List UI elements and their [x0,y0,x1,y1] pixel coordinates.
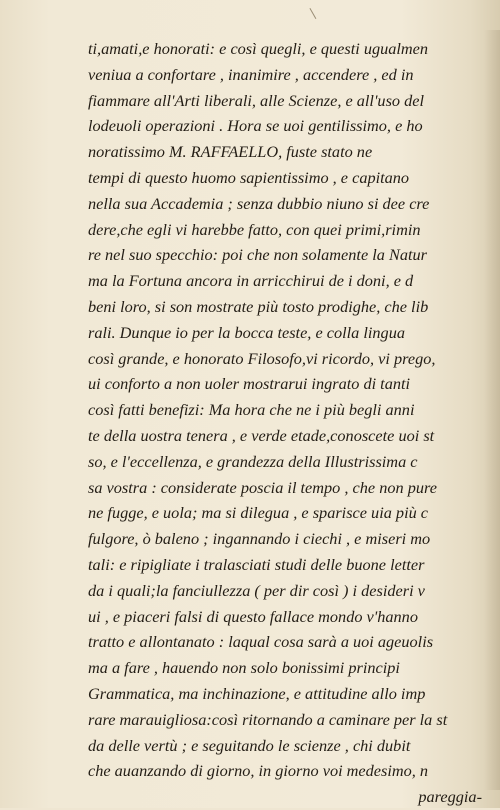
text-line: so, e l'eccellenza, e grandezza della Illustrissima c [88,451,418,471]
text-line: ma a fare , hauendo non solo bonissimi principi [88,658,400,678]
catchword: pareggia- [418,787,482,807]
page-text-block [88,36,492,810]
text-line: noratissimo M. RAFFAELLO, fuste stato ne [88,142,373,162]
text-line: re nel suo specchio: poi che non solamente la Natur [88,245,427,265]
text-line: fulgore, ò baleno ; ingannando i ciechi , e miseri mo [88,529,431,549]
text-line: tratto e allontanato : laqual cosa sarà a uoi ageuolis [88,632,434,652]
text-line: lodeuoli operazioni . Hora se uoi gentilissimo, e ho [88,116,423,136]
text-line: ui conforto a non uoler mostrarui ingrato di tanti [88,374,411,394]
text-line: ui , e piaceri falsi di questo fallace mondo v'hanno [88,606,418,626]
text-line: fiammare all'Arti liberali, alle Scienze, e all'uso del [88,90,425,110]
text-line: rali. Dunque io per la bocca teste, e colla lingua [88,322,405,342]
text-line: rare marauigliosa:così ritornando a caminare per la st [88,709,448,729]
text-line: ti,amati,e honorati: e così quegli, e questi ugualmen [88,39,429,58]
text-line: da delle vertù ; e seguitando le scienze , chi dubit [88,735,411,755]
text-line: tempi di questo huomo sapientissimo , e capitano [88,167,410,187]
text-line: te della uostra tenera , e verde etade,conoscete uoi st [88,425,435,445]
text-line: tali: e ripigliate i tralasciati studi delle buone letter [88,554,425,574]
text-line: Grammatica, ma inchinazione, e attitudine allo imp [88,683,426,703]
text-line: che auanzando di giorno, in giorno voi medesimo, n [88,761,429,781]
text-line: così grande, e honorato Filosofo,vi ricordo, vi prego, [88,348,436,368]
text-line: così fatti benefizi: Ma hora che ne i più begli anni [88,400,415,420]
text-line: beni loro, si son mostrate più tosto prodighe, che lib [88,296,429,316]
text-line: dere,che egli vi harebbe fatto, con quei primi,rimin [88,219,421,239]
text-line: sa vostra : considerate poscia il tempo , che non pure [88,477,437,497]
text-line: ma la Fortuna ancora in arricchirui de i doni, e d [88,271,414,291]
text-line: da i quali;la fanciullezza ( per dir così ) i desideri v [88,580,425,600]
text-line: nella sua Accademia ; senza dubbio niuno si dee cre [88,193,430,213]
text-line: ne fugge, e uola; ma si dilegua , e sparisce uia più c [88,503,429,523]
page-mark [309,5,321,19]
text-line: veniua a confortare , inanimire , accendere , ed in [88,64,414,84]
